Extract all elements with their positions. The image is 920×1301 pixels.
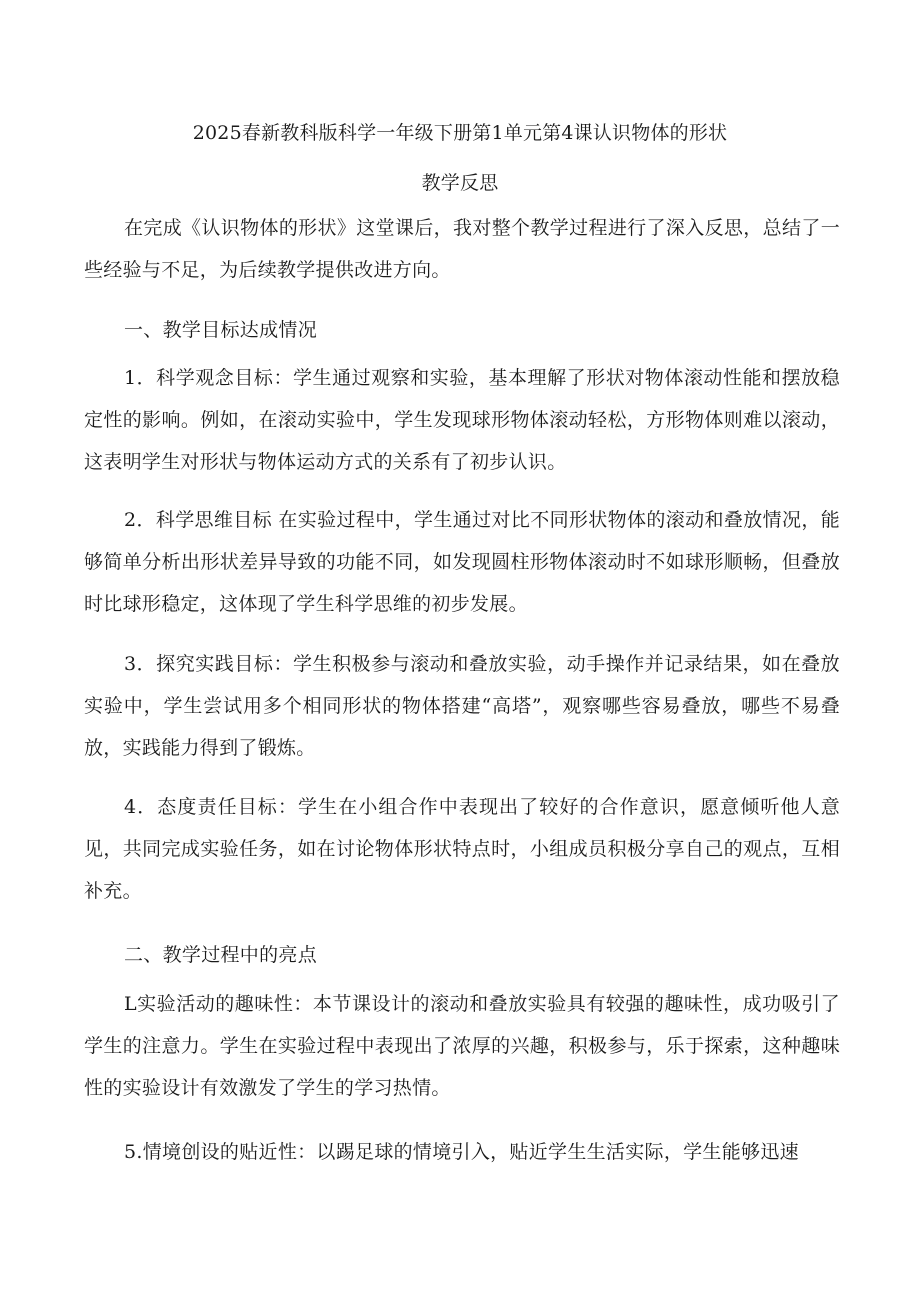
goal-paragraph-2: 2．科学思维目标 在实验过程中，学生通过对比不同形状物体的滚动和叠放情况，能够简单分析出形状差异导致的功能不同，如发现圆柱形物体滚动时不如球形顺畅，但叠放时比球形稳定，这体现了学生科学思维的初步发展。 [84, 509, 840, 615]
highlight-paragraph-5: 5.情境创设的贴近性：以踢足球的情境引入，贴近学生生活实际，学生能够迅速 [124, 1141, 799, 1163]
section-heading-highlights: 二、教学过程中的亮点 [124, 944, 318, 966]
goal-paragraph-4: 4．态度责任目标：学生在小组合作中表现出了较好的合作意识，愿意倾听他人意见，共同完成实验任务，如在讨论物体形状特点时，小组成员积极分享自己的观点，互相补充。 [84, 796, 840, 902]
goal-paragraph-1: 1．科学观念目标：学生通过观察和实验，基本理解了形状对物体滚动性能和摆放稳定性的影响。例如，在滚动实验中，学生发现球形物体滚动轻松，方形物体则难以滚动，这表明学生对形状与物体运动方式的关系有了初步认识。 [84, 367, 840, 473]
highlight-paragraph-1: L实验活动的趣味性：本节课设计的滚动和叠放实验具有较强的趣味性，成功吸引了学生的注意力。学生在实验过程中表现出了浓厚的兴趣，积极参与，乐于探索，这种趣味性的实验设计有效激发了学生的学习热情。 [84, 993, 840, 1099]
document-subtitle: 教学反思 [421, 172, 499, 194]
section-heading-goals: 一、教学目标达成情况 [124, 319, 318, 341]
goal-paragraph-3: 3．探究实践目标：学生积极参与滚动和叠放实验，动手操作并记录结果，如在叠放实验中，学生尝试用多个相同形状的物体搭建“高塔”，观察哪些容易叠放，哪些不易叠放，实践能力得到了锻炼。 [84, 653, 840, 759]
document-title: 2025春新教科版科学一年级下册第1单元第4课认识物体的形状 [192, 122, 728, 144]
intro-paragraph: 在完成《认识物体的形状》这堂课后，我对整个教学过程进行了深入反思，总结了一些经验与不足，为后续教学提供改进方向。 [84, 217, 840, 281]
